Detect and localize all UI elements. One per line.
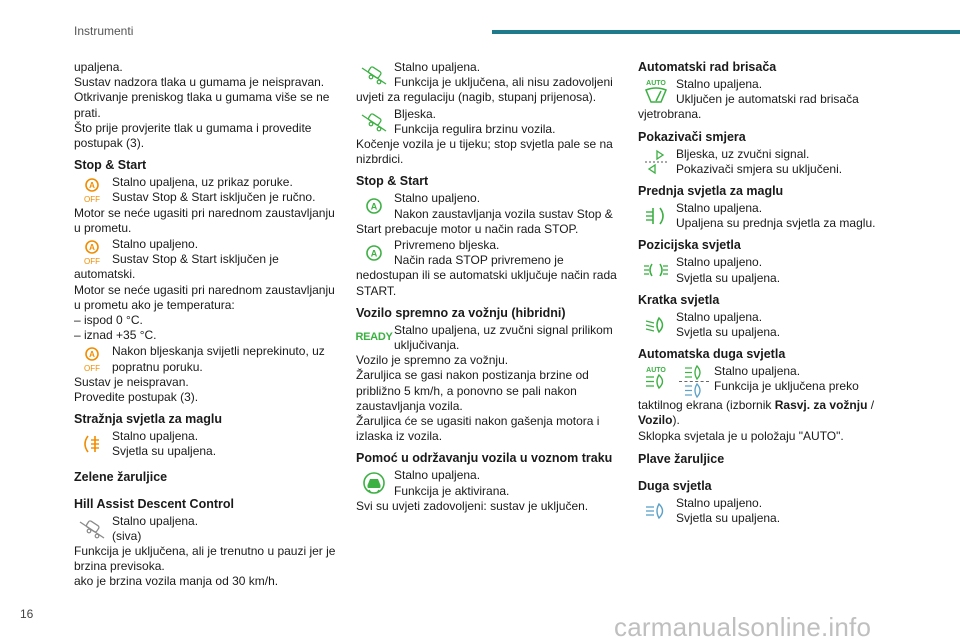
indicator-row (638, 201, 898, 231)
front-fog-light-icon (638, 201, 674, 231)
indicator-text: Stalno upaljena. (714, 364, 801, 379)
svg-text:A: A (89, 243, 95, 253)
indicator-text: Funkcija je uključena, ali nisu zadovoljeni (394, 75, 613, 90)
indicator-text: Svjetla su upaljena. (676, 325, 781, 340)
indicator-text: Svjetla su upaljena. (676, 511, 781, 526)
section-heading: Plave žaruljice (638, 451, 725, 466)
svg-text:OFF: OFF (84, 257, 100, 267)
paragraph: Sustav nadzora tlaka u gumama je neispravan. (74, 75, 325, 90)
indicator-text: Stalno upaljeno. (394, 191, 481, 206)
indicator-row (74, 175, 344, 205)
indicator-row (74, 237, 344, 267)
indicator-text: Uključen je automatski rad brisača (676, 92, 859, 107)
indicator-row (638, 255, 898, 285)
stop-start-icon (356, 238, 392, 268)
indicator-text: Sustav Stop & Start isključen je ručno. (112, 190, 316, 205)
dipped-beam-icon (638, 310, 674, 340)
indicator-text: Način rada STOP privremeno je (394, 253, 564, 268)
high-beam-icon (638, 496, 674, 526)
list-item: – ispod 0 °C. (74, 313, 143, 328)
section-heading: Prednja svjetla za maglu (638, 184, 784, 199)
ready-icon (356, 323, 392, 353)
svg-text:A: A (89, 350, 95, 360)
svg-text:A: A (370, 201, 378, 212)
paragraph: Provedite postupak (3). (74, 390, 199, 405)
indicator-text: Stalno upaljena. (676, 77, 763, 91)
section-heading: Stop & Start (74, 158, 147, 173)
hill-descent-icon (356, 60, 392, 90)
indicator-text: Funkcija je aktivirana. (394, 483, 510, 498)
list-item: – iznad +35 °C. (74, 328, 157, 343)
indicator-row (638, 77, 898, 107)
indicator-row (356, 107, 626, 137)
paragraph: uvjeti za regulaciju (nagib, stupanj prijenosa). (356, 90, 597, 105)
section-heading: Kratka svjetla (638, 292, 720, 307)
indicator-text: Stalno upaljena, uz prikaz poruke. (112, 175, 293, 190)
paragraph: Svi su uvjeti zadovoljeni: sustav je uključen. (356, 498, 589, 513)
section-heading: Pomoć u održavanju vozila u voznom traku (356, 451, 613, 466)
section-heading: Stop & Start (356, 174, 429, 189)
stop-start-off-icon (74, 344, 110, 374)
svg-text:A: A (370, 248, 378, 259)
auto-high-beam-icon-text: AUTO (646, 367, 666, 375)
indicator-row (356, 191, 626, 221)
page-number: 16 (20, 607, 34, 621)
indicator-text: Upaljena su prednja svjetla za maglu. (676, 216, 876, 231)
stop-start-icon (356, 191, 392, 221)
svg-text:A: A (89, 181, 95, 191)
indicator-row (638, 496, 898, 526)
indicator-text: Stalno upaljeno. (676, 255, 763, 270)
indicator-text: Stalno upaljena. (394, 60, 481, 74)
paragraph: Žaruljica se gasi nakon postizanja brzine od približno 5 km/h, a ponovno se pali nakon zaustavljanja vozila. (356, 368, 589, 413)
turn-signal-icon (638, 147, 674, 177)
section-heading: Hill Assist Descent Control (74, 496, 234, 511)
menu-name: Rasvj. za vožnju (774, 398, 868, 413)
svg-text:OFF: OFF (84, 364, 100, 374)
section-heading: Pozicijska svjetla (638, 238, 741, 253)
paragraph: Sustav je neispravan. (74, 374, 189, 389)
indicator-text: Stalno upaljeno. (112, 237, 199, 252)
divider (679, 381, 709, 382)
indicator-text: Stalno upaljeno. (676, 495, 763, 510)
ready-icon-text: READY (355, 331, 393, 344)
section-heading: Automatska duga svjetla (638, 347, 786, 362)
indicator-text: Nakon bljeskanja svijetli neprekinuto, uz popratnu poruku. (112, 344, 325, 374)
section-heading: Pokazivači smjera (638, 129, 746, 144)
paragraph: Otkrivanje preniskog tlaka u gumama više se ne prati. (74, 90, 330, 120)
text-span: / (867, 398, 875, 413)
section-heading: Stražnja svjetla za maglu (74, 412, 222, 427)
indicator-text: Privremeno bljeska. (394, 238, 500, 253)
indicator-text: Stalno upaljena. (676, 309, 763, 324)
paragraph: Žaruljica će se ugasiti nakon gašenja motora i izlaska iz vozila. (356, 414, 600, 444)
indicator-row (74, 514, 344, 544)
stop-start-off-icon (74, 175, 110, 205)
indicator-text: Svjetla su upaljena. (112, 444, 217, 459)
indicator-text: Stalno upaljena, uz zvučni signal prilikom uključivanja. (394, 322, 613, 353)
svg-text:OFF: OFF (84, 195, 100, 205)
indicator-row (356, 238, 626, 268)
indicator-text: Stalno upaljena. (112, 429, 199, 444)
paragraph: Kočenje vozila je u tijeku; stop svjetla pale se na nizbrdici. (356, 137, 613, 167)
section-heading: Automatski rad brisača (638, 60, 777, 74)
paragraph: ako je brzina vozila manja od 30 km/h. (74, 574, 279, 589)
section-heading: Duga svjetla (638, 478, 712, 493)
paragraph: Funkcija je uključena, ali je trenutno u pauzi jer je brzina previsoka. (74, 544, 336, 574)
indicator-text: Bljeska, uz zvučni signal. (676, 146, 810, 161)
lane-keeping-icon (356, 468, 392, 498)
auto-high-beam-icon (638, 364, 674, 394)
text-span: taktilnog ekrana (izbornik (638, 398, 775, 413)
indicator-text: (siva) (112, 528, 142, 543)
high-beam-pair-icon (676, 364, 712, 398)
indicator-row (74, 344, 344, 374)
watermark[interactable]: carmanualsonline.info (614, 612, 872, 642)
paragraph: Motor se neće ugasiti pri narednom zaustavljanju u prometu. (74, 205, 335, 235)
paragraph: Sklopka svjetala je u položaju "AUTO". (638, 428, 844, 443)
paragraph: Motor se neće ugasiti pri narednom zaustavljanju u prometu ako je temperatura: (74, 282, 335, 312)
header-title: Instrumenti (74, 24, 134, 38)
auto-wiper-icon (638, 77, 674, 107)
section-heading: Vozilo spremno za vožnju (hibridni) (356, 305, 566, 320)
indicator-row (638, 310, 898, 340)
paragraph: automatski. (74, 267, 136, 282)
indicator-row (74, 429, 344, 459)
hill-descent-icon (74, 514, 110, 544)
paragraph: Vozilo je spremno za vožnju. (356, 353, 509, 368)
indicator-text: Funkcija regulira brzinu vozila. (394, 121, 556, 136)
rear-fog-light-icon (74, 429, 110, 459)
column-2 (356, 60, 626, 514)
paragraph: nedostupan ili se automatski uključuje način rada START. (356, 268, 617, 298)
indicator-row (638, 364, 898, 398)
indicator-text: Bljeska. (394, 106, 437, 121)
menu-name: Vozilo (638, 413, 673, 428)
indicator-text: Stalno upaljena. (676, 201, 763, 216)
header-accent-bar (492, 30, 960, 34)
indicator-text: Funkcija je uključena preko (714, 379, 859, 394)
column-3 (638, 60, 898, 526)
indicator-row (638, 147, 898, 177)
auto-wiper-icon-text: AUTO (646, 80, 666, 87)
indicator-row (356, 60, 626, 90)
hill-descent-icon (356, 107, 392, 137)
indicator-text: Stalno upaljena. (112, 513, 199, 528)
section-heading: Zelene žaruljice (74, 469, 168, 484)
indicator-text: Nakon zaustavljanja vozila sustav Stop & (394, 206, 613, 221)
indicator-text: Sustav Stop & Start isključen je (112, 252, 279, 267)
paragraph (638, 398, 898, 428)
indicator-text: Svjetla su upaljena. (676, 270, 781, 285)
text-span: ). (672, 413, 680, 428)
indicator-row (356, 468, 626, 498)
column-1 (74, 60, 344, 590)
indicator-text: Pokazivači smjera su uključeni. (676, 161, 843, 176)
stop-start-off-icon (74, 237, 110, 267)
position-light-icon (638, 255, 674, 285)
paragraph: Start prebacuje motor u način rada STOP. (356, 221, 579, 236)
paragraph: upaljena. (74, 60, 123, 74)
paragraph: vjetrobrana. (638, 107, 702, 122)
indicator-text: Stalno upaljena. (394, 468, 481, 483)
paragraph: Što prije provjerite tlak u gumama i provedite postupak (3). (74, 120, 312, 151)
indicator-row (356, 323, 626, 353)
